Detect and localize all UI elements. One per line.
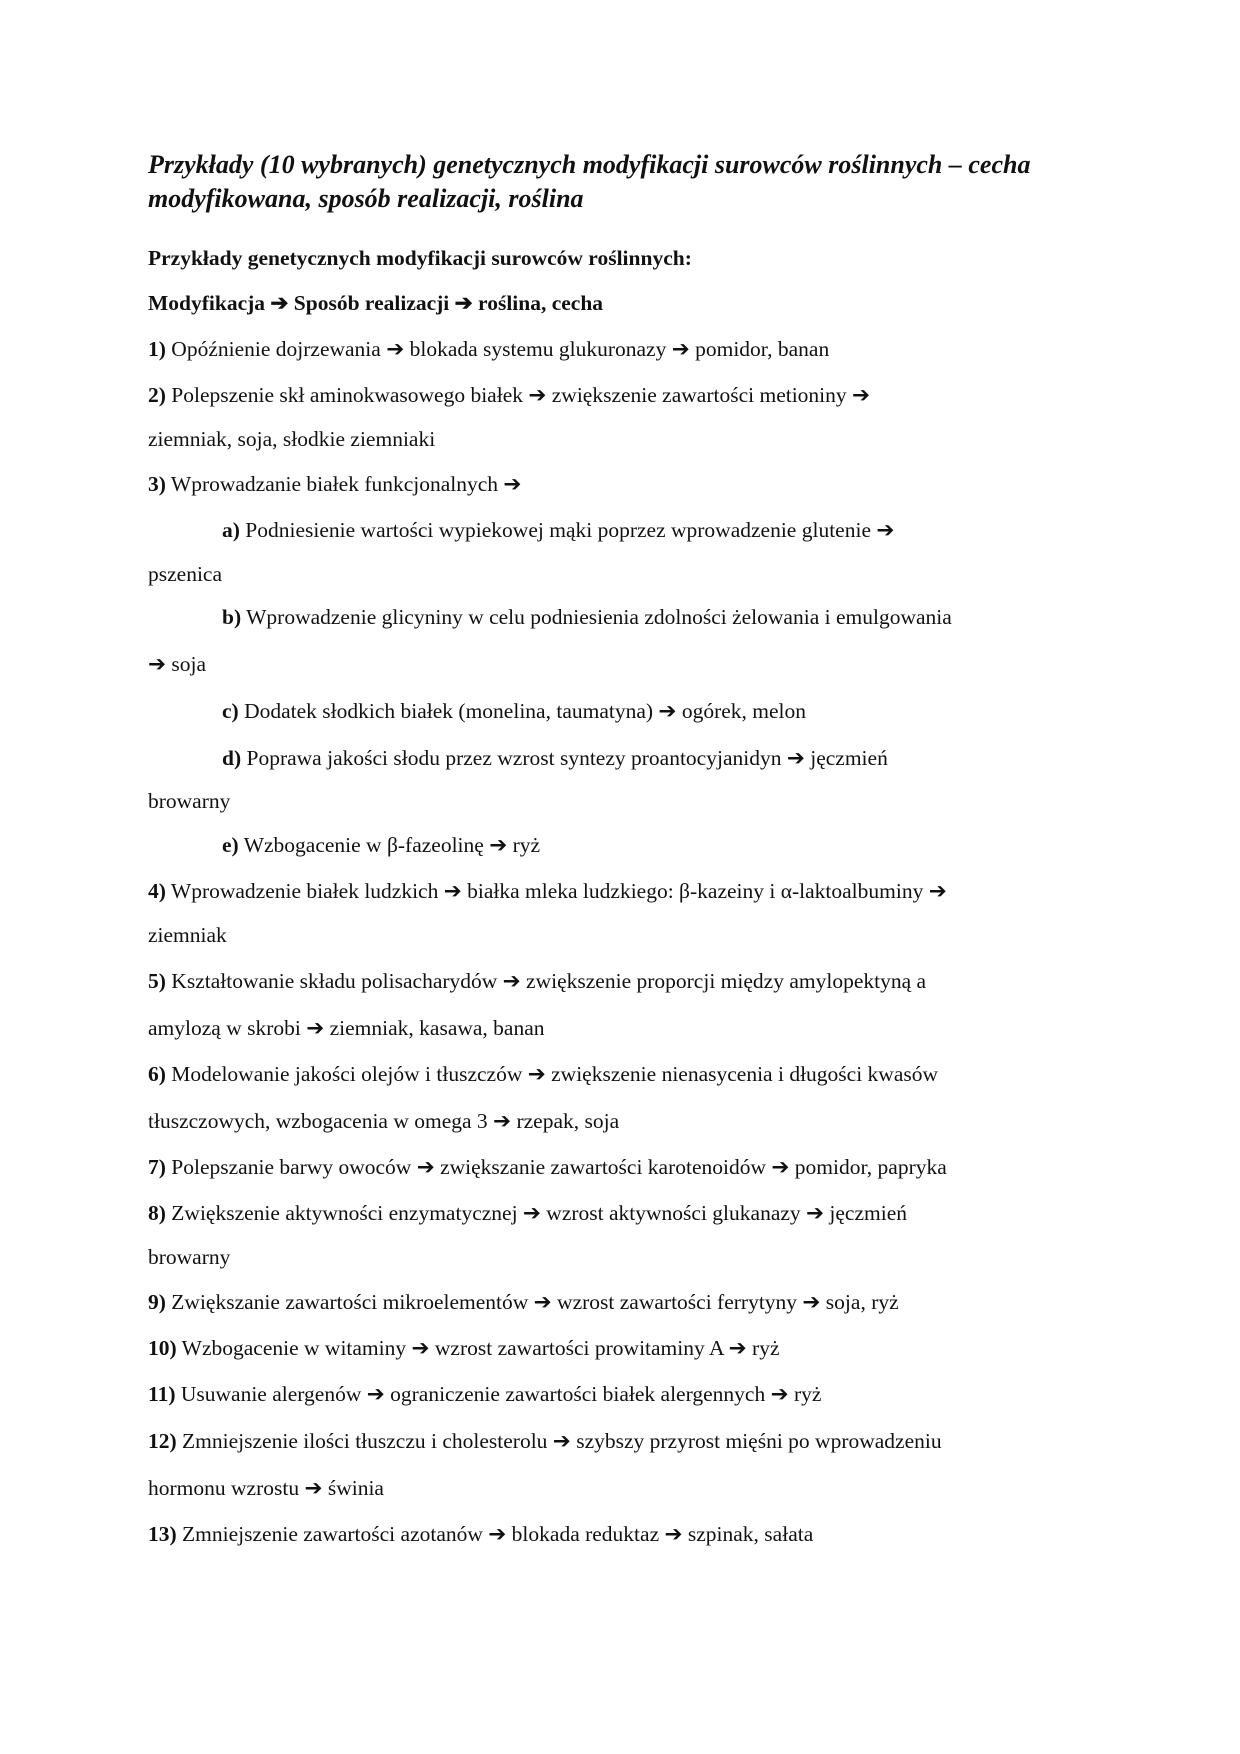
list-item-continuation [148, 1243, 230, 1271]
list-item [148, 1288, 899, 1316]
list-item [148, 967, 926, 995]
list-item [148, 877, 947, 905]
sub-item-continuation [148, 787, 230, 815]
item-number: 3) [148, 472, 166, 496]
item-text: amylozą w skrobi ➔ ziemniak, kasawa, banan [148, 1016, 545, 1040]
item-number: 5) [148, 969, 166, 993]
sub-item-continuation [148, 650, 206, 678]
item-text: Wzbogacenie w witaminy ➔ wzrost zawartości prowitaminy A ➔ ryż [176, 1336, 780, 1360]
section-subtitle: Przykłady genetycznych modyfikacji surowców roślinnych: [148, 246, 692, 270]
item-number: 9) [148, 1290, 166, 1314]
list-item [148, 335, 829, 363]
item-number: 10) [148, 1336, 177, 1360]
item-text: Wprowadzanie białek funkcjonalnych ➔ [165, 472, 522, 496]
sub-item [222, 516, 894, 544]
item-letter: b) [222, 605, 242, 629]
list-item-continuation [148, 921, 227, 949]
item-text: Wzbogacenie w β-fazeolinę ➔ ryż [238, 833, 541, 857]
list-item [148, 1380, 821, 1408]
item-text: browarny [148, 789, 231, 813]
item-text: Zwiększanie zawartości mikroelementów ➔ wzrost zawartości ferrytyny ➔ soja, ryż [165, 1290, 899, 1314]
item-text: ziemniak, soja, słodkie ziemniaki [148, 427, 436, 451]
item-text: hormonu wzrostu ➔ świnia [148, 1476, 384, 1500]
sub-item [222, 831, 540, 859]
item-number: 12) [148, 1429, 177, 1453]
list-item-continuation [148, 1014, 545, 1042]
item-number: 13) [148, 1522, 177, 1546]
item-number: 1) [148, 337, 166, 361]
item-text: pszenica [148, 562, 223, 586]
list-item [148, 381, 870, 409]
item-text: Zwiększenie aktywności enzymatycznej ➔ wzrost aktywności glukanazy ➔ jęczmień [165, 1201, 908, 1225]
item-text: Dodatek słodkich białek (monelina, taumatyna) ➔ ogórek, melon [238, 699, 807, 723]
list-item [148, 1153, 947, 1181]
item-text: Polepszanie barwy owoców ➔ zwiększanie zawartości karotenoidów ➔ pomidor, papryka [165, 1155, 947, 1179]
list-item [148, 1199, 907, 1227]
item-text: Zmniejszenie zawartości azotanów ➔ blokada reduktaz ➔ szpinak, sałata [176, 1522, 814, 1546]
list-item-continuation [148, 1107, 619, 1135]
list-item [148, 470, 521, 498]
list-item [148, 1520, 813, 1548]
item-text: browarny [148, 1245, 231, 1269]
item-text: Wprowadzenie glicyniny w celu podniesienia zdolności żelowania i emulgowania [241, 605, 952, 629]
item-letter: d) [222, 746, 242, 770]
item-text: Kształtowanie składu polisacharydów ➔ zwiększenie proporcji między amylopektyną a [165, 969, 927, 993]
sub-item [222, 744, 888, 772]
item-text: ziemniak [148, 923, 227, 947]
list-item-continuation [148, 425, 435, 453]
list-item [148, 1427, 942, 1455]
item-number: 4) [148, 879, 166, 903]
item-text: Opóźnienie dojrzewania ➔ blokada systemu glukuronazy ➔ pomidor, banan [165, 337, 830, 361]
item-number: 2) [148, 383, 166, 407]
list-item [148, 1334, 780, 1362]
item-text: ➔ soja [148, 652, 207, 676]
item-number: 8) [148, 1201, 166, 1225]
item-text: Modelowanie jakości olejów i tłuszczów ➔ zwiększenie nienasycenia i długości kwasów [165, 1062, 939, 1086]
item-text: Zmniejszenie ilości tłuszczu i cholesterolu ➔ szybszy przyrost mięśni po wprowadzeniu [176, 1429, 942, 1453]
item-number: 11) [148, 1382, 176, 1406]
sub-item [222, 603, 952, 631]
list-item-continuation [148, 1474, 384, 1502]
item-letter: c) [222, 699, 239, 723]
item-number: 7) [148, 1155, 166, 1179]
item-text: Usuwanie alergenów ➔ ograniczenie zawartości białek alergennych ➔ ryż [175, 1382, 822, 1406]
item-number: 6) [148, 1062, 166, 1086]
sub-item-continuation [148, 560, 222, 588]
item-text: Polepszenie skł aminokwasowego białek ➔ zwiększenie zawartości metioniny ➔ [165, 383, 871, 407]
list-item [148, 1060, 938, 1088]
item-letter: a) [222, 518, 240, 542]
document-title: Przykłady (10 wybranych) genetycznych modyfikacji surowców roślinnych – cecha modyfikowana, sposób realizacji, roślina [148, 150, 1031, 213]
sub-item [222, 697, 806, 725]
item-text: Poprawa jakości słodu przez wzrost syntezy proantocyjanidyn ➔ jęczmień [241, 746, 888, 770]
item-letter: e) [222, 833, 239, 857]
item-text: Wprowadzenie białek ludzkich ➔ białka mleka ludzkiego: β-kazeiny i α-laktoalbuminy ➔ [165, 879, 947, 903]
item-text: Podniesienie wartości wypiekowej mąki poprzez wprowadzenie glutenie ➔ [239, 518, 895, 542]
legend-line: Modyfikacja ➔ Sposób realizacji ➔ roślina, cecha [148, 291, 604, 315]
item-text: tłuszczowych, wzbogacenia w omega 3 ➔ rzepak, soja [148, 1109, 620, 1133]
